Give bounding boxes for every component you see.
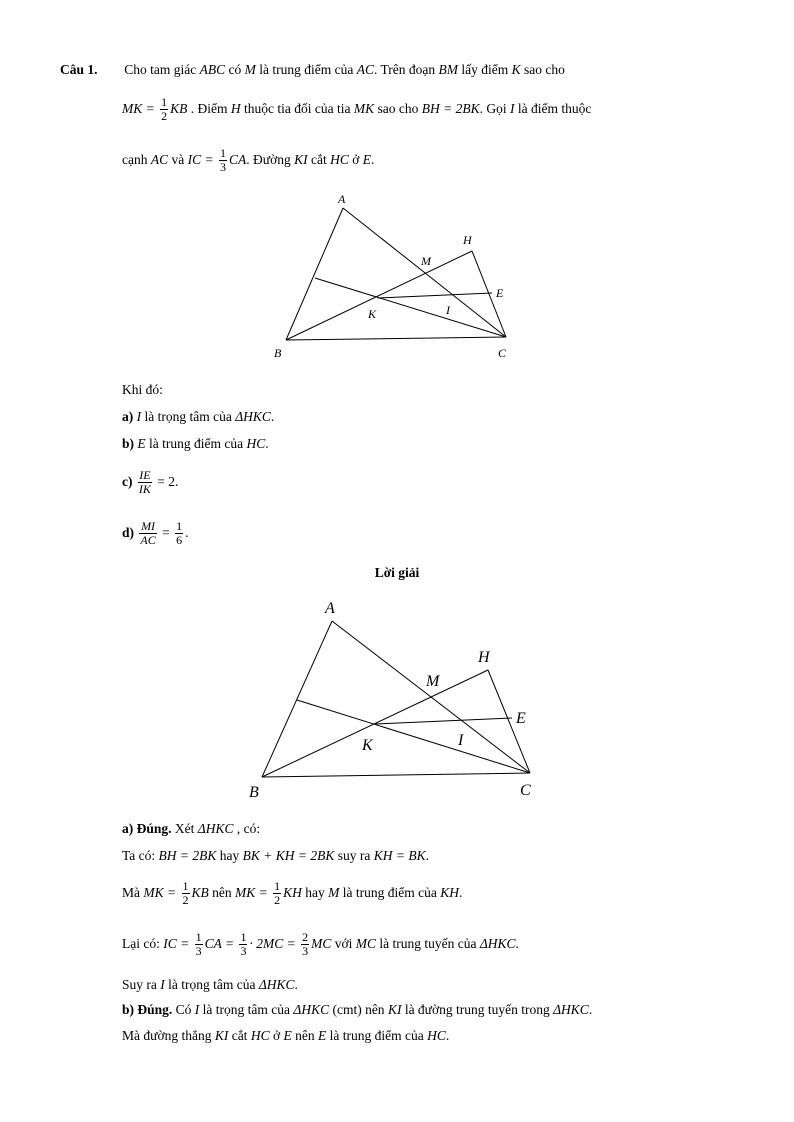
statement-d [122, 518, 188, 548]
text: Ta có: [122, 848, 156, 863]
denominator: 3 [302, 944, 309, 959]
text: (cmt) nên [332, 1002, 385, 1017]
math: AC [356, 62, 374, 77]
text: nên [212, 885, 232, 900]
text: . [294, 977, 298, 992]
numerator: IE [139, 468, 151, 483]
denominator: AC [140, 533, 156, 548]
math: BH = 2BK [158, 848, 217, 863]
denominator: 3 [240, 944, 247, 959]
denominator: 2 [274, 893, 281, 908]
text: sao cho [377, 101, 419, 116]
math: I [194, 1002, 200, 1017]
numerator: 1 [220, 146, 226, 161]
math: HC [330, 152, 349, 167]
numerator: 1 [274, 879, 281, 894]
label-I: I [446, 303, 450, 317]
label-C: C [520, 782, 531, 799]
text: . [265, 436, 269, 451]
solution-title: Lời giải [374, 565, 420, 580]
math: KH = BK [373, 848, 426, 863]
denominator: 3 [195, 944, 202, 959]
text: hay [305, 885, 325, 900]
solution-step-3 [122, 929, 519, 959]
text: là trung tuyến của [379, 936, 477, 951]
math: ΔHKC [235, 409, 271, 424]
text: . Đường [246, 152, 291, 167]
text: là điểm thuộc [517, 101, 592, 116]
answer-label: a) Đúng. [122, 821, 172, 836]
fraction [219, 147, 227, 174]
math: HC [427, 1028, 446, 1043]
numerator: 1 [240, 930, 247, 945]
question-line-3 [122, 145, 374, 175]
text: , có: [236, 821, 261, 836]
numerator: 1 [176, 519, 183, 534]
text: là trung điểm của [149, 436, 244, 451]
math: M [244, 62, 256, 77]
text: hay [219, 848, 240, 863]
math: KB [170, 101, 188, 116]
math: KH [440, 885, 460, 900]
text: . [445, 1028, 450, 1043]
text: là trung điểm của [329, 1028, 424, 1043]
label-H: H [478, 649, 490, 666]
text: . Điểm [190, 101, 228, 116]
math: KB [191, 885, 209, 900]
math: E [137, 436, 146, 451]
figure-solution [240, 590, 560, 805]
text: là đường trung tuyến trong [404, 1002, 550, 1017]
text: là trọng tâm của [168, 977, 256, 992]
numerator: 1 [195, 930, 202, 945]
statement-label: c) [122, 474, 133, 489]
segment-KE [378, 293, 492, 298]
figure-question [260, 185, 540, 365]
text: Xét [174, 821, 195, 836]
solution-step-2 [122, 878, 462, 908]
numerator: 1 [161, 95, 168, 110]
text: . [425, 848, 430, 863]
math: MC [355, 936, 376, 951]
math: H [230, 101, 241, 116]
label-A: A [325, 600, 335, 617]
label-B: B [274, 346, 282, 360]
denominator: 3 [220, 160, 226, 175]
numerator: 2 [302, 930, 309, 945]
math: MK = [235, 885, 268, 900]
denominator: 6 [176, 533, 183, 548]
math: CA = [204, 936, 235, 951]
math: E [362, 152, 372, 167]
fraction [139, 520, 156, 547]
label-C: C [498, 346, 507, 360]
solution-a-heading [122, 820, 260, 838]
text: . [515, 936, 519, 951]
answer-label: b) Đúng. [122, 1002, 173, 1017]
math: ΔHKC [479, 936, 516, 951]
math: CA [229, 152, 247, 167]
math: MK = [122, 101, 155, 116]
text: cạnh [122, 152, 148, 167]
math: AC [150, 152, 169, 167]
math: IC = [187, 152, 214, 167]
text: . [185, 525, 189, 540]
math: KI [214, 1028, 229, 1043]
label-E: E [516, 710, 526, 727]
text: sao cho [524, 62, 565, 77]
text: . [588, 1002, 593, 1017]
statement-label: a) [122, 409, 134, 424]
solution-b-line-1 [122, 1001, 592, 1019]
label-M: M [426, 673, 440, 690]
segment-AB [262, 621, 332, 777]
label-B: B [249, 784, 259, 801]
fraction [301, 931, 309, 958]
segment-KE [375, 718, 512, 724]
numerator: 1 [182, 879, 189, 894]
text: là trọng tâm của [202, 1002, 291, 1017]
label-A: A [338, 192, 346, 206]
statement-label: d) [122, 525, 135, 540]
text: thuộc tia đối của tia [244, 101, 351, 116]
text: . [371, 152, 375, 167]
statements-intro: Khi đó: [122, 382, 163, 397]
math: HC [246, 436, 266, 451]
label-M: M [421, 254, 431, 268]
text: nên [295, 1028, 315, 1043]
text: = [162, 525, 170, 540]
numerator: MI [141, 519, 156, 534]
math: ΔHKC [258, 977, 295, 992]
math: E [283, 1028, 292, 1043]
math: MK [353, 101, 375, 116]
text: và [171, 152, 185, 167]
label-H: H [463, 233, 472, 247]
math: K [511, 62, 521, 77]
text: ở [352, 152, 360, 167]
solution-step-1 [122, 847, 429, 865]
statement-b [122, 435, 269, 453]
statement-c [122, 467, 178, 497]
segment-BC [286, 337, 506, 340]
label-K: K [368, 307, 377, 321]
math: · 2MC = [249, 936, 296, 951]
text: cắt [310, 152, 327, 167]
text: có [228, 62, 242, 77]
text: Lại có: [122, 936, 160, 951]
math: BM [438, 62, 458, 77]
text: Cho tam giác [124, 62, 197, 77]
math: MC [311, 936, 332, 951]
math: KH [283, 885, 302, 900]
label-I: I [458, 732, 464, 749]
math: I [509, 101, 515, 116]
text: = 2. [157, 474, 179, 489]
fraction [182, 880, 190, 907]
question-line-1 [60, 61, 565, 79]
text: . [270, 409, 275, 424]
solution-step-4 [122, 976, 298, 994]
text: ở [272, 1028, 281, 1043]
text: Có [175, 1002, 192, 1017]
math: IC = [163, 936, 190, 951]
fraction [273, 880, 281, 907]
fraction [138, 469, 152, 496]
fraction [175, 520, 183, 547]
fraction [160, 96, 168, 123]
text: lấy điểm [461, 62, 509, 77]
segment-through-K [315, 278, 506, 337]
denominator: 2 [182, 893, 189, 908]
text: Suy ra [122, 977, 157, 992]
math: MK = [143, 885, 177, 900]
denominator: IK [138, 482, 151, 497]
math: ΔHKC [197, 821, 234, 836]
label-K: K [362, 737, 373, 754]
math: E [317, 1028, 327, 1043]
text: Mà đường thẳng [122, 1028, 212, 1043]
fraction [195, 931, 203, 958]
segment-AB [286, 208, 343, 340]
math: BK + KH = 2BK [242, 848, 335, 863]
text: . Gọi [479, 101, 507, 116]
question-line-2 [122, 94, 591, 124]
math: ABC [199, 62, 226, 77]
segment-BC [262, 773, 530, 777]
math: KI [387, 1002, 402, 1017]
statement-label: b) [122, 436, 135, 451]
text: là trọng tâm của [144, 409, 232, 424]
math: ΔHKC [293, 1002, 330, 1017]
text: . [459, 885, 463, 900]
label-E: E [496, 286, 504, 300]
math: KI [294, 152, 308, 167]
math: BH = 2BK [421, 101, 480, 116]
segment-through-K [297, 700, 530, 773]
math: I [136, 409, 142, 424]
math: M [328, 885, 340, 900]
math: HC [250, 1028, 270, 1043]
text: với [334, 936, 353, 951]
statement-a [122, 408, 274, 426]
text: cắt [231, 1028, 248, 1043]
fraction [239, 931, 247, 958]
text: . Trên đoạn [373, 62, 436, 77]
math: ΔHKC [553, 1002, 589, 1017]
text: là trung điểm của [342, 885, 437, 900]
denominator: 2 [161, 109, 168, 124]
solution-b-line-2 [122, 1027, 449, 1045]
text: là trung điểm của [259, 62, 354, 77]
text: suy ra [337, 848, 371, 863]
math: I [160, 977, 165, 992]
text: Mà [122, 885, 140, 900]
question-number: Câu 1. [60, 62, 98, 77]
